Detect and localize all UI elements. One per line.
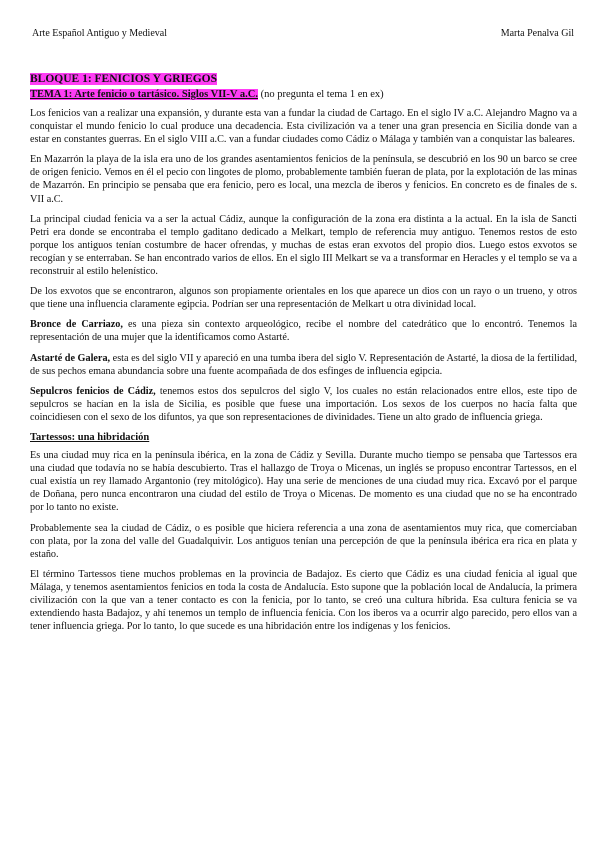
sepulcros-cadiz-text: tenemos estos dos sepulcros del siglo V, los cuales no están relacionados entre ellos, este tipo de sepulcros se hacían en la isla de Sicilia, es posible que fuese una importación. Los sexos de los cuerpos no hacía falta que coincidiesen con el sexo de los difuntos, ya que son representaciones de divinidades. Tiene un alto grado de influencia griega. (30, 385, 577, 423)
paragraph-mazarron: En Mazarrón la playa de la isla era uno de los grandes asentamientos fenicios de la península, se descubrió en los 90 un barco se cree de origen fenicio. Vemos en él el pecio con lingotes de plomo, probablemente también fueran de plata, por la explotación de las minas de Mazarrón. En principio se pensaba que era fenicio, pero es local, una mezcla de iberos y fenicios. En concreto es de finales de s. VII a.C. (30, 154, 577, 205)
paragraph-exvotos: De los exvotos que se encontraron, algunos son propiamente orientales en los que aparece un dios con un rayo o un trueno, y otros que tiene una influencia claramente egipcia. Podrían ser una representación de Melkart u otra divinidad local. (30, 286, 577, 311)
bloque-heading-text: BLOQUE 1: FENICIOS Y GRIEGOS (30, 73, 218, 85)
paragraph-sepulcros-cadiz (30, 385, 577, 424)
astarte-galera-lead: Astarté de Galera, (30, 352, 111, 364)
paragraph-tartessos-badajoz: El término Tartessos tiene muchos problemas en la provincia de Badajoz. Es cierto que Cádiz es una ciudad fenicia al igual que Málaga, y tenemos asentamientos fenicios en toda la costa de Andalucía. Esto supone que la población local de Andalucía, la primera civilización con la que van a tener contacto es con la fenicia, por lo tanto, se creó una cultura híbrida. Esa cultura fenicia se va extendiendo hasta Badajoz, y ahí tenemos un templo de influencia fenicia. Con los iberos va a ocurrir algo parecido, pero ellos van a tener influencia griega. Por lo tanto, lo que sucede es una hibridación entre los indígenas y los fenicios. (30, 568, 577, 633)
paragraph-astarte-galera (30, 352, 577, 378)
header-course-title: Arte Español Antiguo y Medieval (32, 28, 167, 39)
paragraph-fenicios-expansion: Los fenicios van a realizar una expansión, y durante esta van a fundar la ciudad de Cartago. En el siglo IV a.C. Alejandro Magno va a conquistar el mundo fenicio lo cual produce una decadencia. Esta civilización va a tener una gran presencia en Sicilia donde van a estar en constantes guerras. En el siglo VIII a.C. van a fundar ciudades como Cádiz o Málaga y también van a conquistar las baleares. (30, 108, 577, 146)
paragraph-bronce-carriazo (30, 318, 577, 344)
header-author: Marta Penalva Gil (500, 28, 574, 39)
astarte-galera-text: esta es del siglo VII y apareció en una tumba ibera del siglo V. Representación de Astarté, la diosa de la fertilidad, de sus pechos emana abundancia sobre una fuente acompañada de dos esfinges de influencia egipcia. (30, 352, 578, 377)
document-body (30, 72, 577, 640)
bronce-carriazo-lead: Bronce de Carriazo, (30, 319, 123, 331)
paragraph-tartessos-ciudad: Es una ciudad muy rica en la península ibérica, en la zona de Cádiz y Sevilla. Durante mucho tiempo se pensaba que Tartessos era una ciudad que todavía no se había descubierto. Tras el hallazgo de Troya o Micenas, un inglés se propuso encontrar Tartessos, en el cual existía un rey llamado Argantonio (rey mitológico). Hay una serie de menciones de una ciudad muy rica. Excavó por el parque de Doñana, pero nunca encontraron una ciudad del estilo de Troya o Micenas. De momento es una ciudad que no se ha encontrado por lo tanto no existe. (30, 450, 577, 514)
paragraph-cadiz-melkart: La principal ciudad fenicia va a ser la actual Cádiz, aunque la configuración de la zona era distinta a la actual. En la isla de Sancti Petri era donde se encontraba el templo gaditano dedicado a Melkart, templo de referencia muy antiguo. Tenemos restos de esto porque los antiguos tenían costumbre de hacer ofrendas, y muchas de estas eran exvotos del propio dios. Luego estos exvotos se recogían y se enterraban. Se han encontrado varios de ellos. En el siglo III Melkart se va a transformar en Heracles y el templo se va a reconstruir al estilo helenístico. (30, 213, 577, 278)
sepulcros-cadiz-lead: Sepulcros fenicios de Cádiz, (30, 385, 156, 397)
bloque-heading (30, 72, 577, 86)
tema-note: (no pregunta el tema 1 en ex) (257, 89, 384, 100)
tema-heading (30, 88, 577, 101)
paragraph-tartessos-cadiz: Probablemente sea la ciudad de Cádiz, o es posible que hiciera referencia a una zona de asentamientos muy rica, que comerciaban con plata, por la zona del valle del Guadalquivir. Los antiguos tenían una percepción de que la península ibérica era rica en plata y estaño. (30, 522, 577, 560)
bronce-carriazo-text: es una pieza sin contexto arqueológico, recibe el nombre del catedrático que lo encontró. Tenemos la representación de una mujer que la identificamos como Astarté. (30, 319, 577, 344)
tartessos-subheading: Tartessos: una hibridación (30, 431, 150, 443)
tema-title: TEMA 1: Arte fenicio o tartásico. Siglos VII-V a.C. (30, 89, 258, 100)
